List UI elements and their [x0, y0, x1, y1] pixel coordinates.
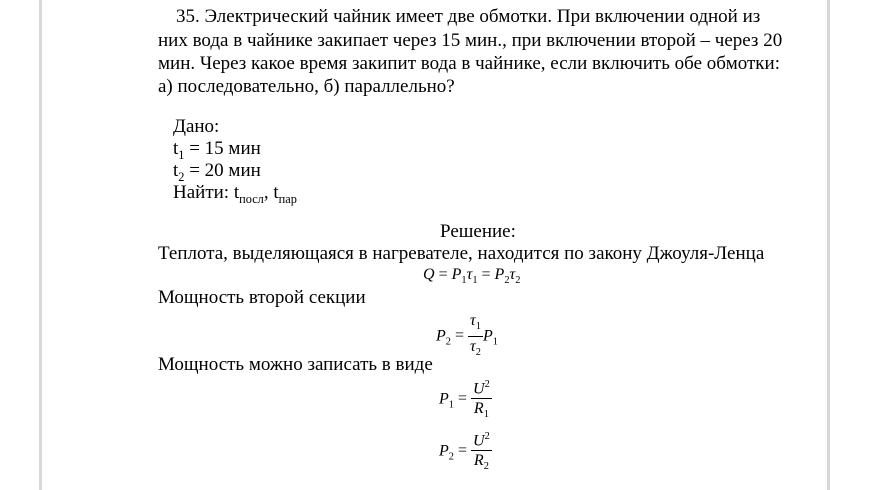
solution-heading: Решение:	[440, 221, 516, 242]
given-t1: $t_1 = 15$ мин	[173, 138, 261, 162]
problem-line-3: мин. Через какое время закипит вода в чайнике, если включить обе обмотки:	[158, 53, 780, 74]
find-line: Найти: $t_{посл}$, $t_{пар}$	[173, 182, 297, 206]
problem-line-4: а) последовательно, б) параллельно?	[158, 76, 455, 97]
formula-heat: $Q = P_1\tau_1 = P_2\tau_2$	[423, 266, 521, 287]
solution-sentence-power-form: Мощность можно записать в виде	[158, 354, 433, 375]
given-heading: Дано:	[173, 116, 220, 137]
problem-line-1: 35. Электрический чайник имеет две обмотки. При включении одной из	[176, 6, 761, 27]
given-t2: $t_2 = 20$ мин	[173, 160, 261, 184]
page-left-edge	[39, 0, 42, 490]
formula-p2-u: $P_2$ = $\frac{U^2}{R_2}$	[439, 428, 492, 476]
formula-p2-ratio: $P_2$ = $\frac{\tau_1}{\tau_2}$ $P_1$	[436, 312, 498, 359]
solution-sentence-second-power: Мощность второй секции	[158, 287, 366, 308]
solution-sentence-joule: Теплота, выделяющаяся в нагревателе, находится по закону Джоуля-Ленца	[158, 243, 765, 264]
problem-line-2: них вода в чайнике закипает через 15 мин., при включении второй – через 20	[158, 30, 783, 51]
formula-p1-u: $P_1$ = $\frac{U^2}{R_1}$	[439, 376, 492, 424]
page-right-edge	[827, 0, 830, 490]
